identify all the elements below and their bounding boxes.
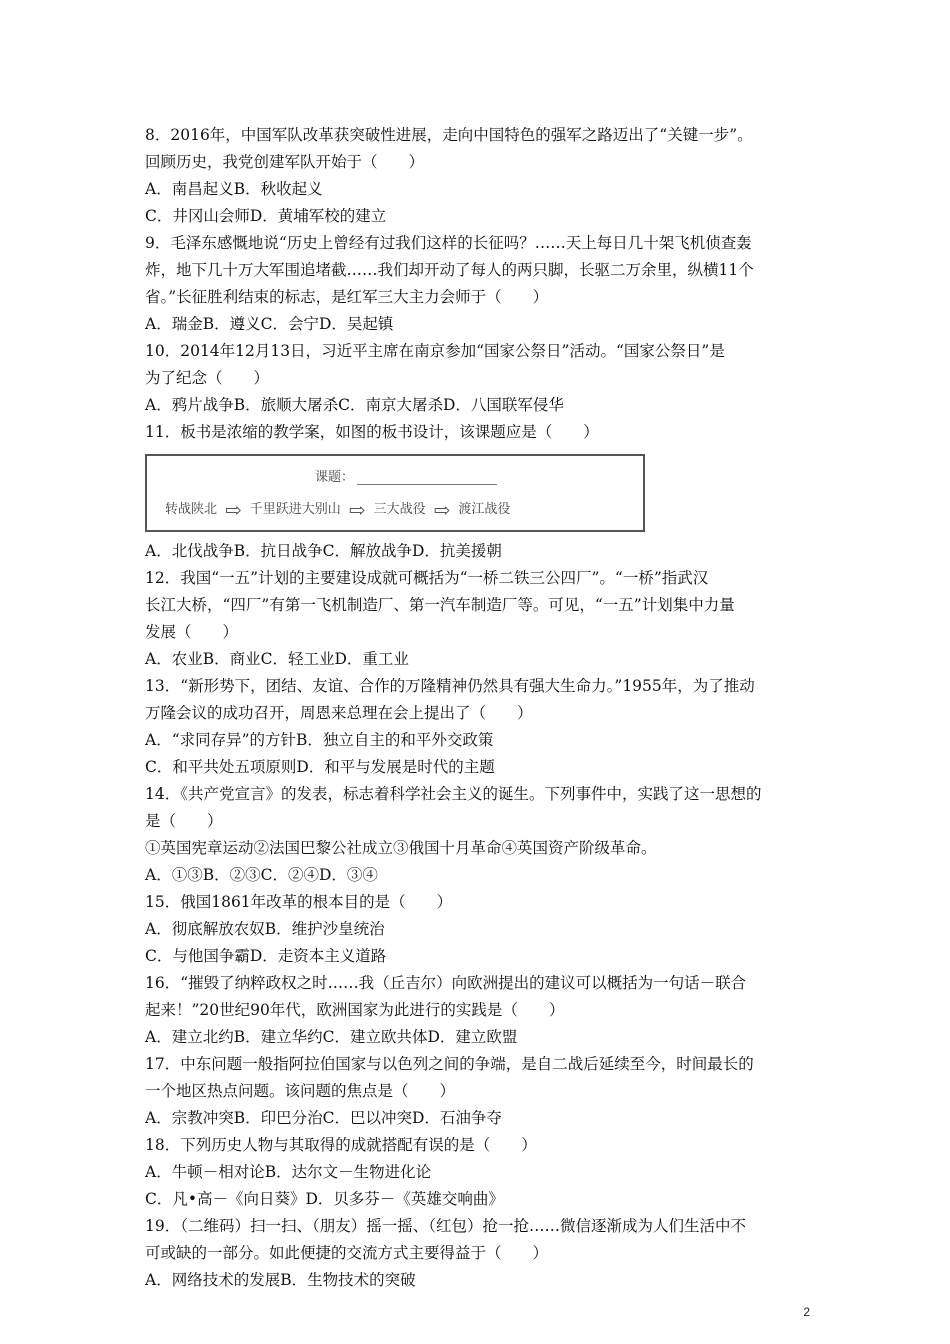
question-options: A．瑞金B．遵义C．会宁D．吴起镇	[145, 315, 394, 333]
question-stem-line: 回顾历史，我党创建军队开始于（ ）	[145, 153, 425, 171]
question-16	[145, 970, 813, 1051]
hollow-right-arrow-icon: ⇨	[225, 497, 242, 522]
question-options: A．建立北约B．建立华约C．建立欧共体D．建立欧盟	[145, 1028, 518, 1046]
figure-step: 转战陕北	[165, 502, 218, 517]
figure-title: 课题：	[315, 470, 355, 485]
question-stem-line: 17．中东问题一般指阿拉伯国家与以色列之间的争端，是自二战后延续至今，时间最长的	[145, 1055, 754, 1073]
question-18	[145, 1132, 813, 1213]
question-15	[145, 889, 813, 970]
page-number: 2	[803, 1305, 810, 1319]
question-14	[145, 781, 813, 889]
question-stem-line: 长江大桥，“四厂”有第一飞机制造厂、第一汽车制造厂等。可见，“一五”计划集中力量	[145, 596, 735, 614]
question-stem-line: 19．（二维码）扫一扫、（朋友）摇一摇、（红包）抢一抢……微信逐渐成为人们生活中不	[145, 1217, 746, 1235]
question-9	[145, 230, 813, 338]
question-options: A．南昌起义B．秋收起义	[145, 180, 323, 198]
blackboard-figure	[145, 454, 645, 532]
question-options: C．和平共处五项原则D．和平与发展是时代的主题	[145, 758, 495, 776]
question-17	[145, 1051, 813, 1132]
question-stem-line: 可或缺的一部分。如此便捷的交流方式主要得益于（ ）	[145, 1244, 549, 1262]
question-options: A．“求同存异”的方针B．独立自主的和平外交政策	[145, 731, 494, 749]
hollow-right-arrow-icon: ⇨	[433, 497, 451, 522]
figure-steps	[165, 496, 510, 523]
question-stem-line: 炸，地下几十万大军围追堵截……我们却开动了每人的两只脚，长驱二万余里，纵横11个	[145, 261, 754, 279]
figure-step: 千里跃进大别山	[249, 502, 341, 517]
question-stem-line: 万隆会议的成功召开，周恩来总理在会上提出了（ ）	[145, 704, 533, 722]
question-stem-line: 起来！”20世纪90年代，欧洲国家为此进行的实践是（ ）	[145, 1001, 565, 1019]
question-options: A．①③B．②③C．②④D．③④	[145, 866, 378, 884]
question-13	[145, 673, 813, 781]
question-stem-line: 一个地区热点问题。该问题的焦点是（ ）	[145, 1082, 456, 1100]
question-list	[145, 122, 813, 1294]
question-stem-line: 15．俄国1861年改革的根本目的是（ ）	[145, 893, 453, 911]
question-options: A．网络技术的发展B．生物技术的突破	[145, 1271, 416, 1289]
question-options: C．凡•高－《向日葵》D．贝多芬－《英雄交响曲》	[145, 1190, 504, 1208]
question-10	[145, 338, 813, 419]
hollow-right-arrow-icon: ⇨	[348, 497, 366, 522]
question-options: A．鸦片战争B．旅顺大屠杀C．南京大屠杀D．八国联军侵华	[145, 396, 564, 414]
question-options: C．与他国争霸D．走资本主义道路	[145, 947, 387, 965]
figure-step: 三大战役	[373, 502, 426, 517]
question-options: A．农业B．商业C．轻工业D．重工业	[145, 650, 409, 668]
question-stem-line: 12．我国“一五”计划的主要建设成就可概括为“一桥二铁三公四厂”。“一桥”指武汉	[145, 569, 709, 587]
question-stem-line: 10．2014年12月13日，习近平主席在南京参加“国家公祭日”活动。“国家公祭日”是	[145, 342, 725, 360]
question-options: C．井冈山会师D．黄埔军校的建立	[145, 207, 387, 225]
question-stem-line: 18．下列历史人物与其取得的成就搭配有误的是（ ）	[145, 1136, 537, 1154]
question-options: A．彻底解放农奴B．维护沙皇统治	[145, 920, 385, 938]
question-stem-line: 16．“摧毁了纳粹政权之时……我（丘吉尔）向欧洲提出的建议可以概括为一句话－联合	[145, 974, 747, 992]
figure-step: 渡江战役	[458, 502, 511, 517]
question-stem-line: 发展（ ）	[145, 623, 239, 641]
question-options: A．北伐战争B．抗日战争C．解放战争D．抗美援朝	[145, 542, 502, 560]
question-stem-line: 是（ ）	[145, 812, 223, 830]
question-stem-line: 9．毛泽东感慨地说“历史上曾经有过我们这样的长征吗？……天上每日几十架飞机侦查轰	[145, 234, 752, 252]
question-options: A．牛顿－相对论B．达尔文－生物进化论	[145, 1163, 432, 1181]
question-stem-line: 8．2016年，中国军队改革获突破性进展，走向中国特色的强军之路迈出了“关键一步”。	[145, 126, 753, 144]
question-options: A．宗教冲突B．印巴分治C．巴以冲突D．石油争夺	[145, 1109, 502, 1127]
figure-title-underline	[357, 484, 497, 485]
question-8	[145, 122, 813, 230]
question-11	[145, 419, 813, 565]
question-stem-line: 14．《共产党宣言》的发表，标志着科学社会主义的诞生。下列事件中，实践了这一思想的	[145, 785, 762, 803]
question-stem-line: 省。”长征胜利结束的标志，是红军三大主力会师于（ ）	[145, 288, 549, 306]
question-stem-line: 13．“新形势下，团结、友谊、合作的万隆精神仍然具有强大生命力。”1955年，为了推动	[145, 677, 755, 695]
question-19	[145, 1213, 813, 1294]
question-stem-line: 为了纪念（ ）	[145, 369, 270, 387]
question-12	[145, 565, 813, 673]
question-stem-line: ①英国宪章运动②法国巴黎公社成立③俄国十月革命④英国资产阶级革命。	[145, 839, 657, 857]
question-stem-line: 11．板书是浓缩的教学案，如图的板书设计，该课题应是（ ）	[145, 423, 599, 441]
